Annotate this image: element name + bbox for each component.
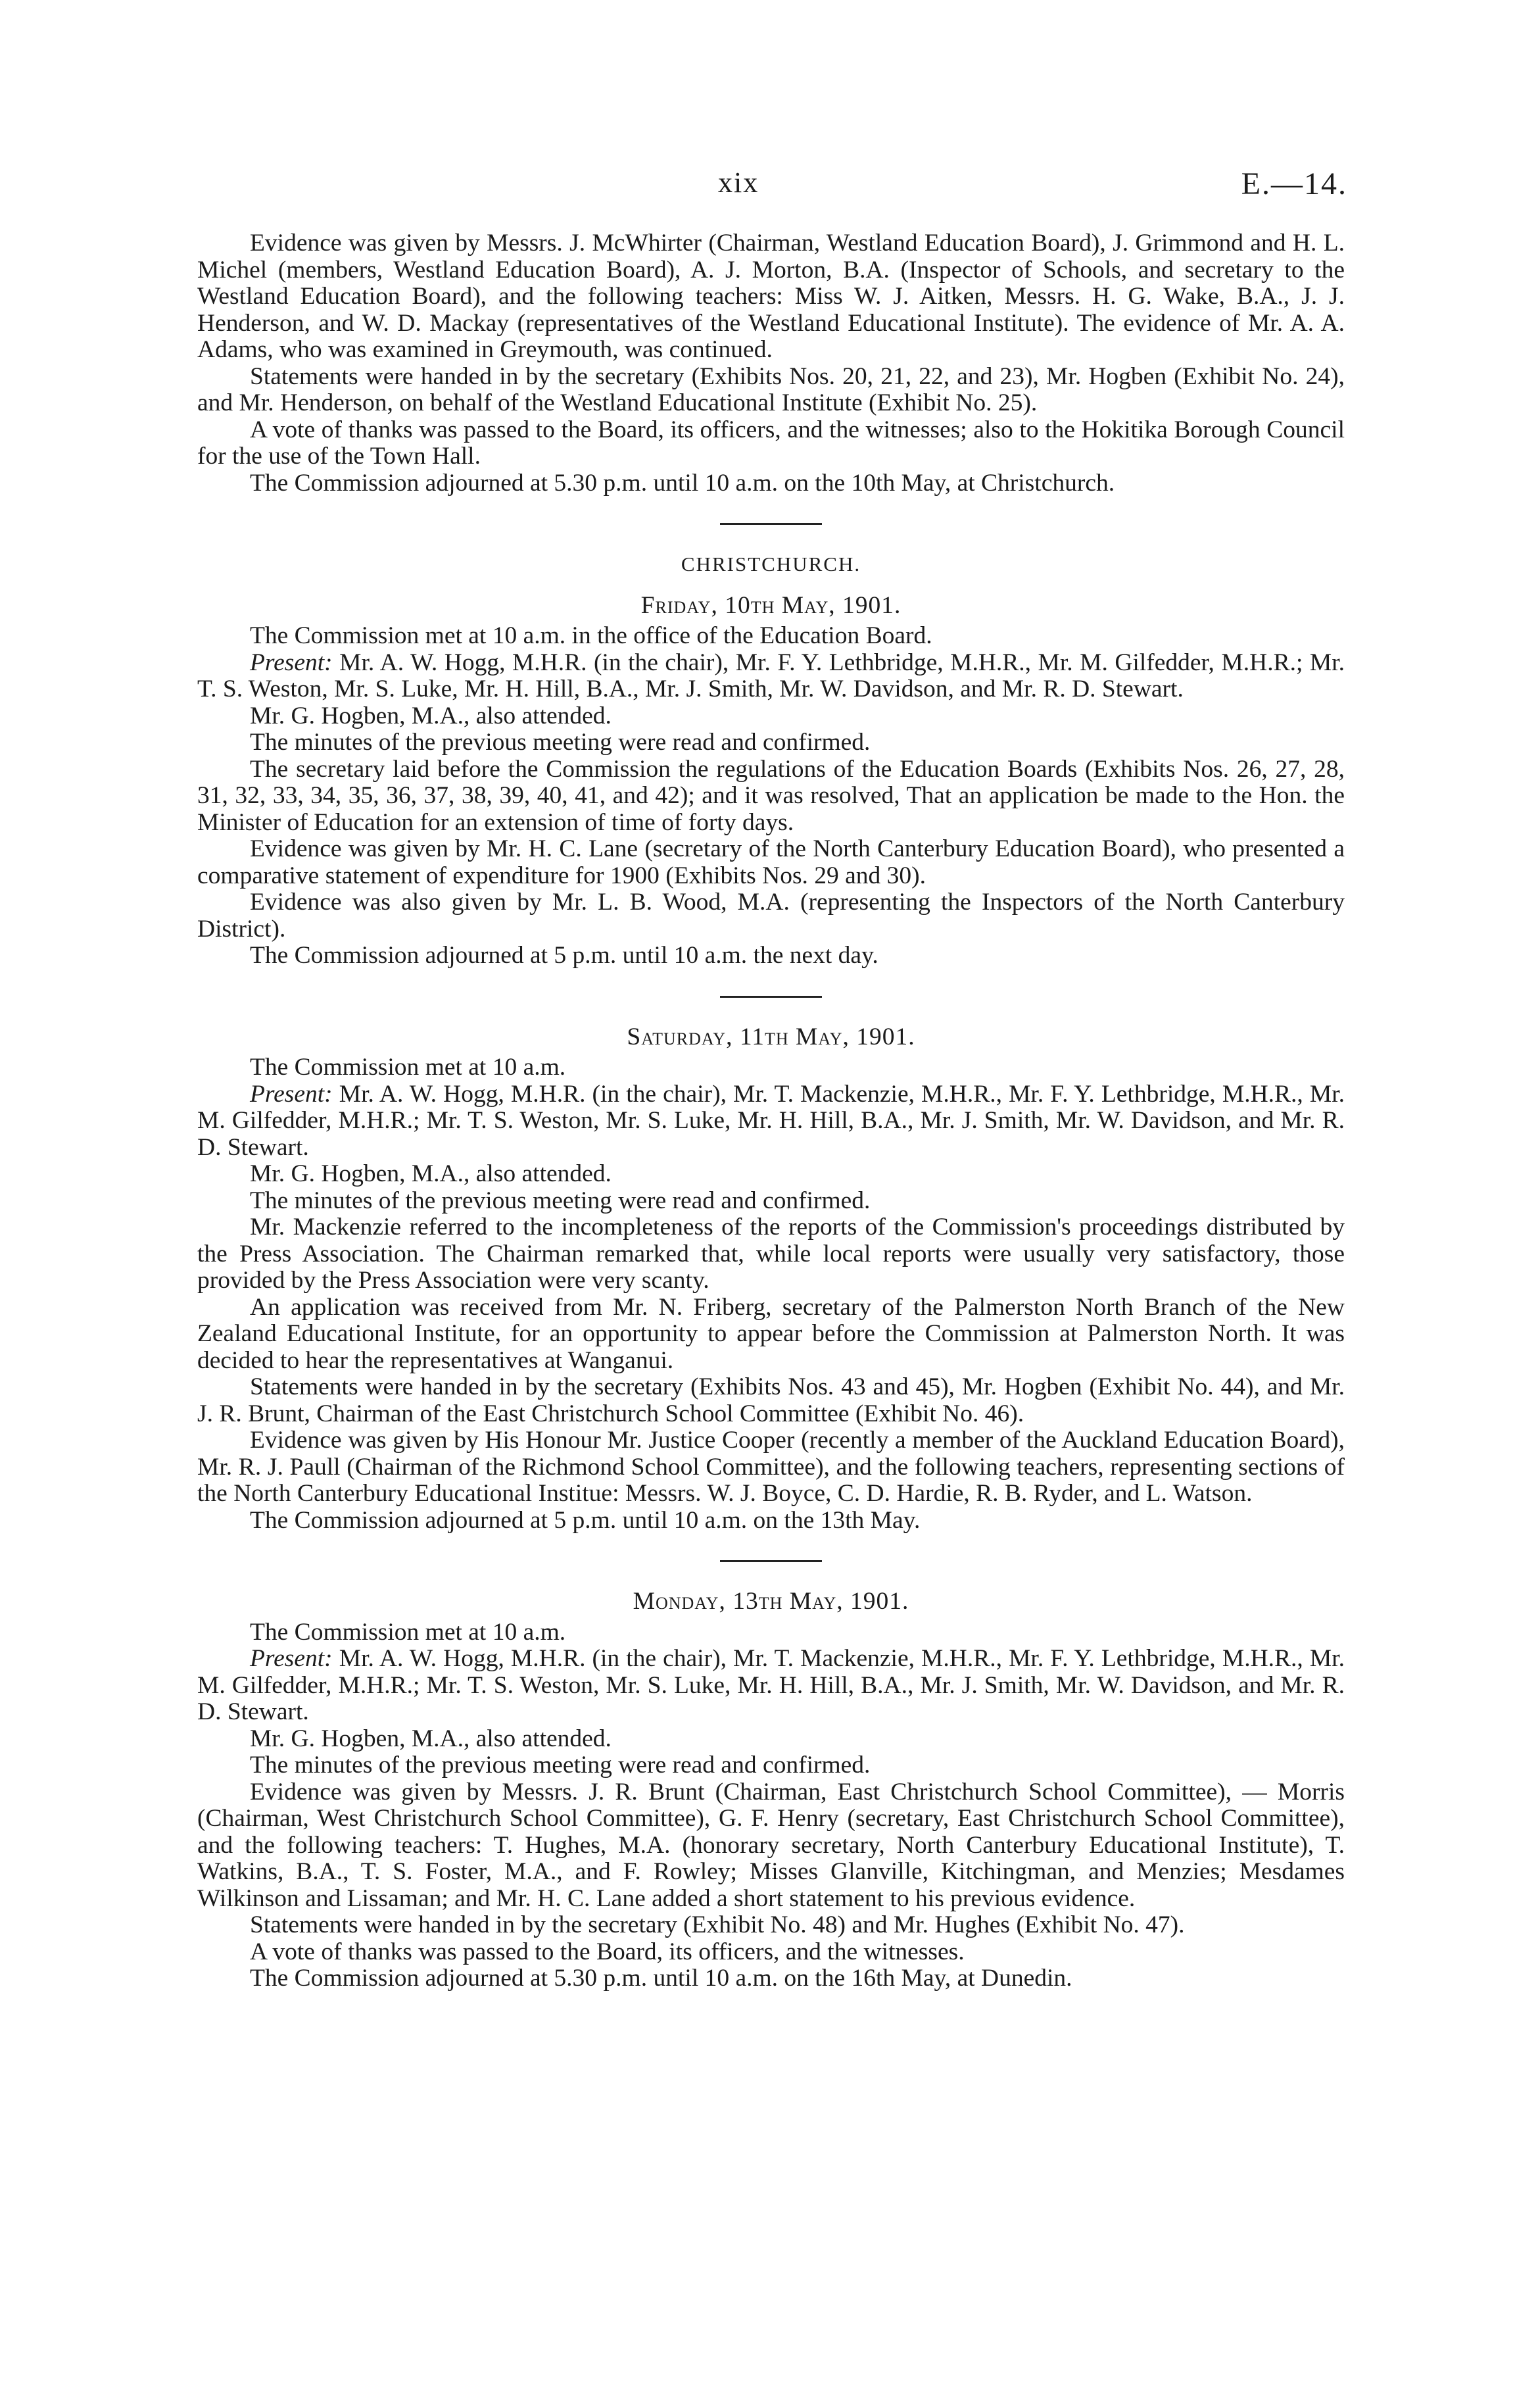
paragraph: Mr. Mackenzie referred to the incompleteness of the reports of the Commission's proceedings distributed by the Press Association. The Chairman remarked that, while local reports were usually very satisfactory, those provided by the Press Association were very scanty. [197,1214,1345,1294]
paragraph: Evidence was given by Messrs. J. R. Brunt (Chairman, East Christchurch School Committee), — Morris (Chairman, West Christchurch School Committee), G. F. Henry (secretary, East Christchurch School Committee), and the following teachers: T. Hughes, M.A. (honorary secretary, North Canterbury Educational Institute), T. Watkins, B.A., T. S. Foster, M.A., and F. Rowley; Misses Glanville, Kitchingman, and Menzies; Mesdames Wilkinson and Lissaman; and Mr. H. C. Lane added a short statement to his previous evidence. [197,1778,1345,1912]
paragraph: Statements were handed in by the secretary (Exhibits Nos. 43 and 45), Mr. Hogben (Exhibit No. 44), and Mr. J. R. Brunt, Chairman of the East Christchurch School Committee (Exhibit No. 46). [197,1373,1345,1427]
paragraph: A vote of thanks was passed to the Board, its officers, and the witnesses; also to the Hokitika Borough Council for the use of the Town Hall. [197,416,1345,470]
place-heading: CHRISTCHURCH. [681,553,861,576]
monday-session [197,1588,1345,1992]
paragraph: The Commission adjourned at 5 p.m. until 10 a.m. the next day. [250,942,878,969]
friday-session [197,593,1345,970]
present-list: Mr. A. W. Hogg, M.H.R. (in the chair), Mr. F. Y. Lethbridge, M.H.R., Mr. M. Gilfedder, M.H.R.; Mr. T. S. Weston, Mr. S. Luke, Mr. H. Hill, B.A., Mr. J. Smith, Mr. W. Davidson, and Mr. R. D. Stewart. [197,649,1345,702]
paragraph: Evidence was given by Messrs. J. McWhirter (Chairman, Westland Education Board), J. Grimmond and H. L. Michel (members, Westland Education Board), A. J. Morton, B.A. (Inspector of Schools, and secretary to the Westland Education Board), and the following teachers: Miss W. J. Aitken, Messrs. H. G. Wake, B.A., J. J. Henderson, and W. D. Mackay (representatives of the Westland Educational Institute). The evidence of Mr. A. A. Adams, who was examined in Greymouth, was continued. [197,230,1345,363]
paragraph: The secretary laid before the Commission the regulations of the Education Boards (Exhibits Nos. 26, 27, 28, 31, 32, 33, 34, 35, 36, 37, 38, 39, 40, 41, and 42); and it was resolved, That an application be made to the Hon. the Minister of Education for an extension of time of forty days. [197,755,1345,836]
section-divider [720,996,822,998]
paragraph: A vote of thanks was passed to the Board, its officers, and the witnesses. [250,1938,965,1965]
paragraph: Statements were handed in by the secretary (Exhibits Nos. 20, 21, 22, and 23), Mr. Hogben (Exhibit No. 24), and Mr. Henderson, on behalf of the Westland Educational Institute (Exhibit No. 25). [197,362,1345,416]
paragraph: Evidence was also given by Mr. L. B. Wood, M.A. (representing the Inspectors of the North Canterbury District). [197,889,1345,943]
hokitika-section [197,230,1345,497]
paragraph: The Commission met at 10 a.m. in the office of the Education Board. [250,622,932,649]
page-number: xix [718,166,759,199]
paragraph: The minutes of the previous meeting were read and confirmed. [250,729,871,756]
session-date: Friday, 10th May, 1901. [640,591,901,619]
paragraph: The Commission adjourned at 5.30 p.m. until 10 a.m. on the 10th May, at Christchurch. [250,469,1115,497]
paragraph: The Commission met at 10 a.m. [250,1618,566,1646]
paragraph: Mr. G. Hogben, M.A., also attended. [250,702,612,729]
paragraph: The Commission adjourned at 5 p.m. until 10 a.m. on the 13th May. [250,1506,921,1534]
page-header [0,166,1538,205]
document-reference: E.—14. [1241,166,1347,201]
paragraph: Mr. G. Hogben, M.A., also attended. [250,1160,612,1187]
session-date: Saturday, 11th May, 1901. [627,1023,915,1050]
present-list: Mr. A. W. Hogg, M.H.R. (in the chair), Mr. T. Mackenzie, M.H.R., Mr. F. Y. Lethbridge, M.H.R., Mr. M. Gilfedder, M.H.R.; Mr. T. S. Weston, Mr. S. Luke, Mr. H. Hill, B.A., Mr. J. Smith, Mr. W. Davidson, and Mr. R. D. Stewart. [197,1645,1345,1725]
paragraph: Evidence was given by His Honour Mr. Justice Cooper (recently a member of the Auckland Education Board), Mr. R. J. Paull (Chairman of the Richmond School Committee), and the following teachers, representing sections of the North Canterbury Educational Institue: Messrs. W. J. Boyce, C. D. Hardie, R. B. Ryder, and L. Watson. [197,1427,1345,1507]
paragraph: The Commission adjourned at 5.30 p.m. until 10 a.m. on the 16th May, at Dunedin. [250,1965,1072,1992]
paragraph: An application was received from Mr. N. Friberg, secretary of the Palmerston North Branch of the New Zealand Educational Institute, for an opportunity to appear before the Commission at Palmerston North. It was decided to hear the representatives at Wanganui. [197,1293,1345,1374]
present-paragraph [197,1646,1345,1726]
present-label: Present: [250,1080,333,1108]
section-divider [720,523,822,525]
present-list: Mr. A. W. Hogg, M.H.R. (in the chair), Mr. T. Mackenzie, M.H.R., Mr. F. Y. Lethbridge, M.H.R., Mr. M. Gilfedder, M.H.R.; Mr. T. S. Weston, Mr. S. Luke, Mr. H. Hill, B.A., Mr. J. Smith, Mr. W. Davidson, and Mr. R. D. Stewart. [197,1080,1345,1161]
session-date: Monday, 13th May, 1901. [633,1588,909,1615]
paragraph: The Commission met at 10 a.m. [250,1054,566,1081]
paragraph: Mr. G. Hogben, M.A., also attended. [250,1725,612,1752]
present-label: Present: [250,1645,333,1672]
paragraph: Evidence was given by Mr. H. C. Lane (secretary of the North Canterbury Education Board), who presented a comparative statement of expenditure for 1900 (Exhibits Nos. 29 and 30). [197,835,1345,889]
present-label: Present: [250,649,333,676]
saturday-session [197,1024,1345,1535]
paragraph: The minutes of the previous meeting were read and confirmed. [250,1187,871,1214]
present-paragraph [197,650,1345,703]
paragraph: The minutes of the previous meeting were read and confirmed. [250,1752,871,1779]
page-body [197,230,1345,1992]
present-paragraph [197,1081,1345,1162]
paragraph: Statements were handed in by the secretary (Exhibit No. 48) and Mr. Hughes (Exhibit No. 47). [250,1911,1185,1938]
section-divider [720,1560,822,1562]
